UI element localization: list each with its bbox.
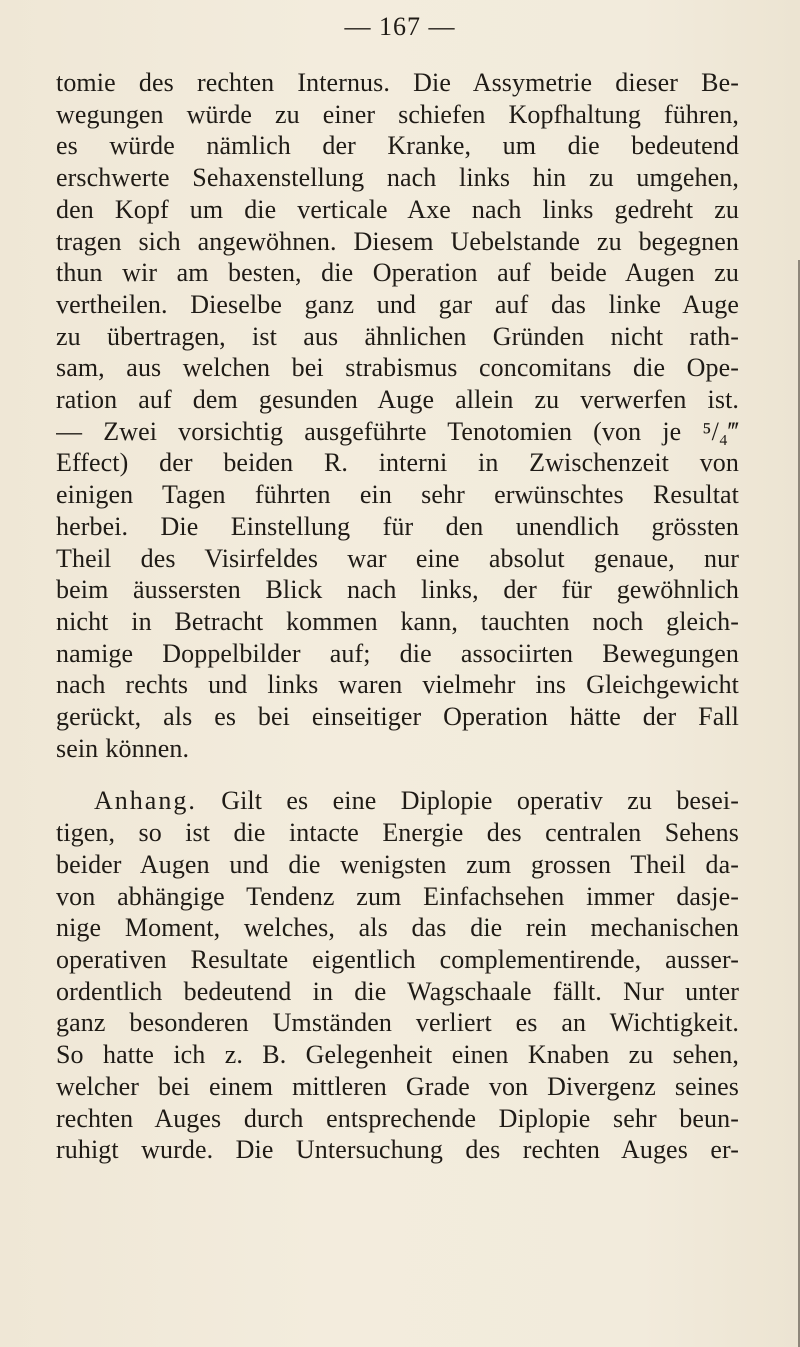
main-text — [56, 67, 739, 1166]
text-line: So hatte ich z. B. Gelegenheit einen Knaben zu sehen, — [56, 1040, 739, 1070]
text-line: den Kopf um die verticale Axe nach links gedreht zu — [56, 194, 739, 224]
text-line: nige Moment, welches, als das die rein mechanischen — [56, 913, 739, 943]
text-line: vertheilen. Dieselbe ganz und gar auf das linke Auge — [56, 289, 739, 319]
text-line: beider Augen und die wenigsten zum grossen Theil da- — [56, 849, 739, 879]
page-number: — 167 — — [344, 12, 456, 41]
text-line: ordentlich bedeutend in die Wagschaale fällt. Nur unter — [56, 976, 739, 1006]
text-line: tigen, so ist die intacte Energie des centralen Sehens — [56, 818, 739, 848]
text-line: sam, aus welchen bei strabismus concomitans die Ope- — [56, 353, 739, 383]
text-line: erschwerte Sehaxenstellung nach links hin zu umgehen, — [56, 163, 739, 193]
text-line: beim äussersten Blick nach links, der für gewöhnlich — [56, 575, 739, 605]
text-line: ganz besonderen Umständen verliert es an Wichtigkeit. — [56, 1008, 739, 1038]
paragraph-2 — [56, 785, 739, 1165]
text-line-rest: Gilt es eine Diplopie operativ zu besei- — [221, 786, 739, 816]
text-line: einigen Tagen führten ein sehr erwünschtes Resultat — [56, 480, 739, 510]
text-line: nach rechts und links waren vielmehr ins Gleichgewicht — [56, 670, 739, 700]
text-line: zu übertragen, ist aus ähnlichen Gründen nicht rath- — [56, 321, 739, 351]
text-line: rechten Auges durch entsprechende Diplopie sehr beun- — [56, 1103, 739, 1133]
text-line: welcher bei einem mittleren Grade von Divergenz seines — [56, 1071, 739, 1101]
section-heading: Anhang. — [94, 786, 197, 816]
text-line: wegungen würde zu einer schiefen Kopfhaltung führen, — [56, 99, 739, 129]
text-line — [56, 785, 739, 817]
text-line: nicht in Betracht kommen kann, tauchten noch gleich- — [56, 606, 739, 636]
text-line: es würde nämlich der Kranke, um die bedeutend — [56, 131, 739, 161]
text-line: Effect) der beiden R. interni in Zwischenzeit von — [56, 448, 739, 478]
paragraph-gap — [56, 764, 739, 785]
text-line: tragen sich angewöhnen. Diesem Uebelstande zu begegnen — [56, 226, 739, 256]
text-line: tomie des rechten Internus. Die Assymetrie dieser Be- — [56, 68, 739, 97]
text-line: herbei. Die Einstellung für den unendlich grössten — [56, 511, 739, 541]
text-line: operativen Resultate eigentlich complementirende, ausser- — [56, 944, 739, 974]
text-line: sein können. — [56, 733, 190, 763]
text-line: ration auf dem gesunden Auge allein zu verwerfen ist. — [56, 385, 739, 415]
text-line: ruhigt wurde. Die Untersuchung des rechten Auges er- — [56, 1135, 739, 1165]
text-line: gerückt, als es bei einseitiger Operation hätte der Fall — [56, 702, 739, 732]
text-line: namige Doppelbilder auf; die associirten Bewegungen — [56, 638, 739, 668]
text-line: Theil des Visirfeldes war eine absolut genaue, nur — [56, 543, 739, 573]
paragraph-1 — [56, 67, 739, 764]
text-line: von abhängige Tendenz zum Einfachsehen immer dasje- — [56, 881, 739, 911]
text-line: — Zwei vorsichtig ausgeführte Tenotomien (von je ⁵/₄‴ — [56, 416, 739, 446]
text-line: thun wir am besten, die Operation auf beide Augen zu — [56, 258, 739, 288]
